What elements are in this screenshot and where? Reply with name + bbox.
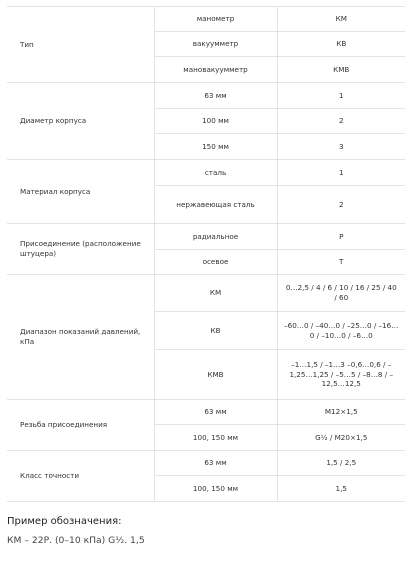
param-option-cell: вакуумметр	[154, 32, 277, 57]
param-value-cell: 0…2,5 / 4 / 6 / 10 / 16 / 25 / 40 / 60	[277, 275, 405, 312]
param-option-cell: 150 мм	[154, 134, 277, 160]
table-row	[7, 160, 405, 186]
param-value-cell: –60…0 / –40…0 / –25…0 / –16…0 / –10…0 / –6…0	[277, 312, 405, 350]
param-name-cell: Присоединение (расположение штуцера)	[7, 224, 154, 275]
param-value-cell: 1,5 / 2,5	[277, 451, 405, 476]
param-name-cell: Материал корпуса	[7, 160, 154, 224]
param-value-cell: –1…1,5 / –1…3 –0,6…0,6 / –1,25…1,25 / –5…5 / –8…8 / –12,5…12,5	[277, 350, 405, 400]
param-value-cell: Р	[277, 224, 405, 250]
param-option-cell: осевое	[154, 250, 277, 275]
param-value-cell: КМ	[277, 7, 405, 32]
table-row	[7, 7, 405, 32]
param-value-cell: КВ	[277, 32, 405, 57]
table-row	[7, 400, 405, 425]
param-value-cell: M12×1,5	[277, 400, 405, 425]
example-value: КМ – 22Р. (0–10 кПа) G½. 1,5	[7, 535, 145, 546]
param-name-cell: Резьба присоединения	[7, 400, 154, 451]
table-row	[7, 83, 405, 109]
param-option-cell: манометр	[154, 7, 277, 32]
spec-table	[7, 6, 405, 502]
param-option-cell: 63 мм	[154, 83, 277, 109]
param-option-cell: сталь	[154, 160, 277, 186]
table-row	[7, 275, 405, 312]
param-name-cell: Диаметр корпуса	[7, 83, 154, 160]
example-title: Пример обозначения:	[7, 516, 122, 527]
param-value-cell: КМВ	[277, 57, 405, 83]
param-value-cell: 2	[277, 186, 405, 224]
param-option-cell: радиальное	[154, 224, 277, 250]
param-option-cell: КВ	[154, 312, 277, 350]
param-option-cell: мановакуумметр	[154, 57, 277, 83]
param-value-cell: 2	[277, 109, 405, 134]
param-name-cell: Диапазон показаний давлений, кПа	[7, 275, 154, 400]
param-value-cell: 3	[277, 134, 405, 160]
param-option-cell: нержавеющая сталь	[154, 186, 277, 224]
param-option-cell: 100, 150 мм	[154, 425, 277, 451]
param-value-cell: 1,5	[277, 476, 405, 502]
param-option-cell: 100 мм	[154, 109, 277, 134]
param-option-cell: КМ	[154, 275, 277, 312]
table-row	[7, 224, 405, 250]
param-value-cell: 1	[277, 160, 405, 186]
param-option-cell: 63 мм	[154, 400, 277, 425]
param-value-cell: 1	[277, 83, 405, 109]
param-name-cell: Тип	[7, 7, 154, 83]
param-option-cell: КМВ	[154, 350, 277, 400]
table-row	[7, 451, 405, 476]
spec-table-body	[7, 7, 405, 502]
param-value-cell: G½ / M20×1,5	[277, 425, 405, 451]
param-value-cell: Т	[277, 250, 405, 275]
param-name-cell: Класс точности	[7, 451, 154, 502]
param-option-cell: 63 мм	[154, 451, 277, 476]
param-option-cell: 100, 150 мм	[154, 476, 277, 502]
